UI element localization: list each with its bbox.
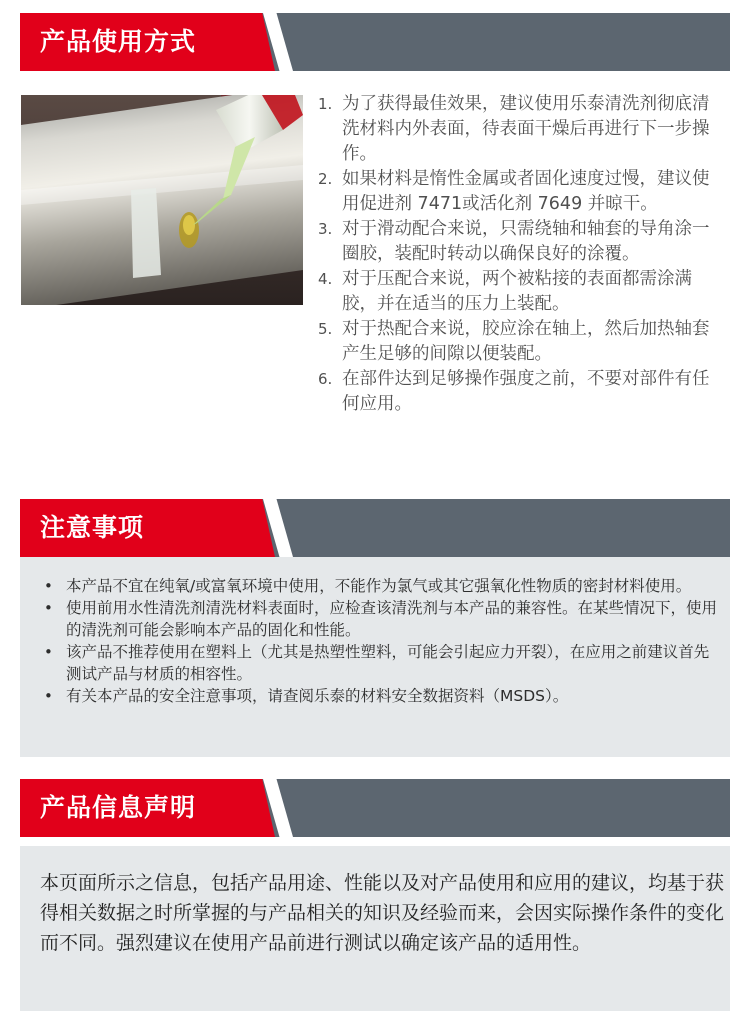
bullet-icon: • bbox=[44, 599, 53, 617]
list-item bbox=[318, 267, 718, 317]
step-number: 3. bbox=[318, 220, 333, 238]
bullet-icon: • bbox=[44, 577, 53, 595]
step-text: 如果材料是惰性金属或者固化速度过慢，建议使用促进剂 7471或活化剂 7649 并晾干。 bbox=[342, 169, 710, 214]
step-text: 对于滑动配合来说，只需绕轴和轴套的导角涂一圈胶，装配时转动以确保良好的涂覆。 bbox=[342, 219, 710, 264]
usage-section-title: 产品使用方式 bbox=[40, 27, 197, 56]
list-item bbox=[318, 217, 718, 267]
info-statement: 本页面所示之信息，包括产品用途、性能以及对产品使用和应用的建议，均基于获得相关数据之时所掌握的与产品相关的知识及经验而来，会因实际操作条件的变化而不同。强烈建议在使用产品前进行测试以确定该产品的适用性。 bbox=[40, 872, 725, 954]
step-number: 2. bbox=[318, 170, 333, 188]
usage-section-header bbox=[20, 13, 730, 71]
adhesive-application-photo bbox=[21, 95, 303, 305]
note-text: 本产品不宜在纯氧/或富氧环境中使用，不能作为氯气或其它强氧化性物质的密封材料使用。 bbox=[66, 577, 692, 595]
list-item bbox=[40, 597, 720, 641]
info-section-title: 产品信息声明 bbox=[40, 793, 197, 822]
step-text: 在部件达到足够操作强度之前，不要对部件有任何应用。 bbox=[342, 369, 710, 414]
step-number: 5. bbox=[318, 320, 333, 338]
step-text: 为了获得最佳效果，建议使用乐泰清洗剂彻底清洗材料内外表面，待表面干燥后再进行下一步操作。 bbox=[342, 94, 710, 164]
step-number: 4. bbox=[318, 270, 333, 288]
step-text: 对于热配合来说，胶应涂在轴上，然后加热轴套产生足够的间隙以便装配。 bbox=[342, 319, 710, 364]
notes-list bbox=[40, 575, 720, 707]
list-item bbox=[40, 641, 720, 685]
note-text: 该产品不推荐使用在塑料上（尤其是热塑性塑料，可能会引起应力开裂），在应用之前建议首先测试产品与材质的相容性。 bbox=[66, 643, 710, 683]
step-text: 对于压配合来说，两个被粘接的表面都需涂满胶，并在适当的压力上装配。 bbox=[342, 269, 692, 314]
list-item bbox=[318, 92, 718, 167]
list-item bbox=[318, 167, 718, 217]
list-item bbox=[40, 685, 720, 707]
photo-illustration bbox=[21, 95, 303, 305]
notes-box bbox=[20, 557, 730, 757]
note-text: 有关本产品的安全注意事项，请查阅乐泰的材料安全数据资料（MSDS）。 bbox=[66, 687, 569, 705]
list-item bbox=[40, 575, 720, 597]
notes-section-title: 注意事项 bbox=[40, 513, 145, 542]
note-text: 使用前用水性清洗剂清洗材料表面时，应检查该清洗剂与本产品的兼容性。在某些情况下，使用的清洗剂可能会影响本产品的固化和性能。 bbox=[66, 599, 718, 639]
bullet-icon: • bbox=[44, 643, 53, 661]
info-box bbox=[20, 846, 730, 1011]
info-section-header bbox=[20, 779, 730, 837]
step-number: 1. bbox=[318, 95, 333, 113]
list-item bbox=[318, 317, 718, 367]
notes-section-header bbox=[20, 499, 730, 557]
step-number: 6. bbox=[318, 370, 333, 388]
bullet-icon: • bbox=[44, 687, 53, 705]
usage-steps-list bbox=[318, 92, 718, 417]
list-item bbox=[318, 367, 718, 417]
